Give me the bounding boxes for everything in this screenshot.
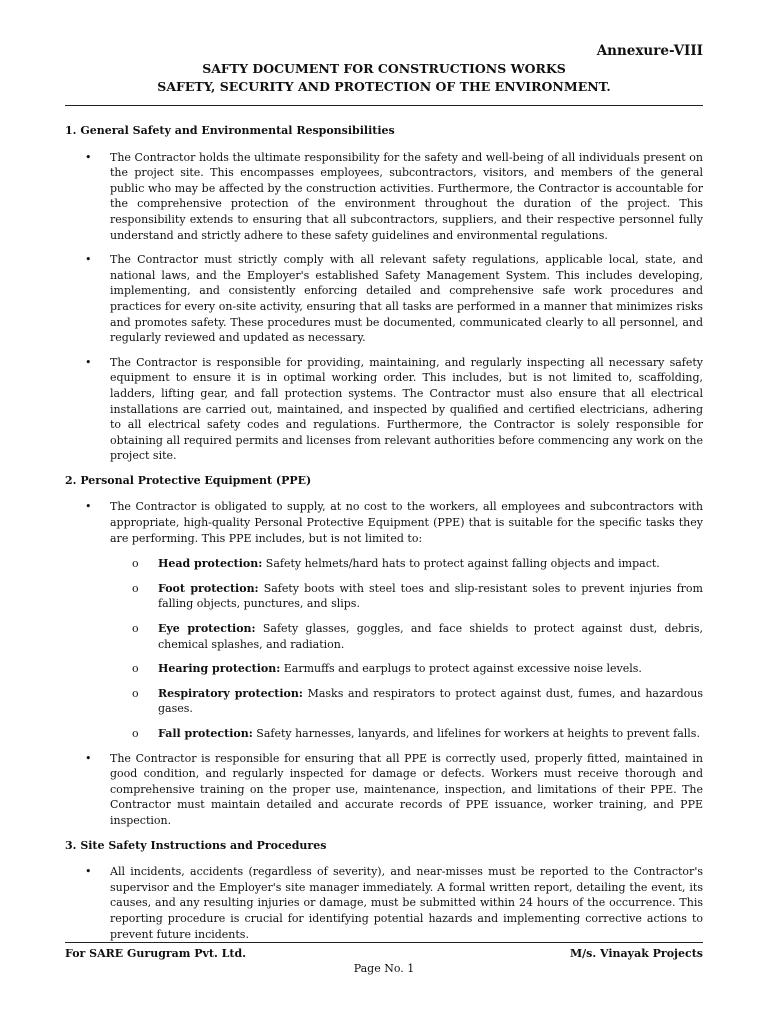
sub-bullet-mark: o: [132, 581, 139, 595]
footer-company-right: M/s. Vinayak Projects: [569, 947, 703, 960]
bullet-mark: •: [85, 500, 92, 514]
ppe-item-text: Masks and respirators to protect against dust, fumes, and hazardous gases.: [158, 686, 703, 716]
ppe-item-label: Eye protection:: [158, 622, 256, 636]
ppe-item-text: Earmuffs and earplugs to protect against excessive noise levels.: [280, 662, 642, 676]
bullet-text: The Contractor is obligated to supply, at no cost to the workers, all employees and subcontractors with appropriate, high-quality Personal Protective Equipment (PPE) that is suitable for the specific tasks they are performing. This PPE includes, but is not limited to:: [110, 500, 703, 545]
list-item: [65, 751, 703, 829]
sub-bullet-mark: o: [132, 557, 139, 571]
list-item: [65, 864, 703, 942]
bullet-text: The Contractor is responsible for ensuring that all PPE is correctly used, properly fitted, maintained in good condition, and regularly inspected for damage or defects. Workers must receive thorough and comprehensive training on the proper use, maintenance, inspection, and limitations of their PPE. The Contractor must maintain detailed and accurate records of PPE issuance, worker training, and PPE inspection.: [110, 751, 703, 827]
document-title: [65, 60, 703, 96]
footer-company-left: For SARE Gurugram Pvt. Ltd.: [65, 947, 247, 960]
list-item: [65, 499, 703, 741]
sub-bullet-mark: o: [132, 727, 139, 740]
ppe-item-label: Foot protection:: [158, 581, 259, 595]
header-divider: [65, 105, 703, 106]
ppe-item-eye: [110, 621, 703, 652]
section-3-list: [65, 864, 703, 942]
sub-bullet-mark: o: [132, 686, 139, 700]
section-2-list: [65, 499, 703, 828]
ppe-item-foot: [110, 581, 703, 612]
bullet-text: The Contractor is responsible for providing, maintaining, and regularly inspecting all necessary safety equipment to ensure it is in optimal working order. This includes, but is not limited to, scaffolding, ladders, lifting gear, and fall protection systems. The Contractor must also ensure that all electrical installations are carried out, maintained, and inspected by qualified and certified electricians, adhering to all electrical safety codes and regulations. Furthermore, the Contractor is solely responsible for obtaining all required permits and licenses from relevant authorities before commencing any work on the project site.: [110, 355, 703, 463]
bullet-text: The Contractor holds the ultimate responsibility for the safety and well-being of all individuals present on the project site. This encompasses employees, subcontractors, visitors, and members of the general public who may be affected by the construction activities. Furthermore, the Contractor is accountable for the comprehensive protection of the environment throughout the duration of the project. This responsibility extends to ensuring that all subcontractors, suppliers, and their respective personnel fully understand and strictly adhere to these safety guidelines and environmental regulations.: [110, 150, 703, 242]
list-item: [65, 252, 703, 346]
bullet-mark: •: [85, 751, 92, 765]
annexure-label: Annexure-VIII: [596, 43, 703, 59]
bullet-mark: •: [85, 150, 92, 164]
bullet-text: All incidents, accidents (regardless of severity), and near-misses must be reported to the Contractor's supervisor and the Employer's site manager immediately. A formal written report, detailing the event, its causes, and any resulting injuries or damage, must be submitted within 24 hours of the occurrence. This reporting procedure is crucial for identifying potential hazards and implementing corrective actions to prevent future incidents.: [110, 865, 703, 941]
document-body: [65, 123, 703, 951]
ppe-item-text: Safety helmets/hard hats to protect against falling objects and impact.: [262, 557, 660, 571]
title-line-2: SAFETY, SECURITY AND PROTECTION OF THE ENVIRONMENT.: [157, 79, 611, 94]
ppe-item-head: [110, 556, 703, 572]
ppe-item-label: Head protection:: [158, 557, 263, 571]
section-1-list: [65, 150, 703, 464]
bullet-mark: •: [85, 355, 92, 369]
ppe-item-label: Respiratory protection:: [158, 686, 303, 700]
ppe-item-label: Hearing protection:: [158, 662, 281, 676]
page-number: Page No. 1: [353, 962, 415, 975]
sub-bullet-mark: o: [132, 662, 139, 676]
section-heading-site-safety: 3. Site Safety Instructions and Procedures: [65, 838, 327, 852]
ppe-item-text: Safety glasses, goggles, and face shields to protect against dust, debris, chemical splashes, and radiation.: [158, 622, 703, 651]
bullet-mark: •: [85, 253, 92, 267]
sub-bullet-mark: o: [132, 622, 139, 636]
ppe-item-label: Fall protection:: [158, 727, 253, 740]
ppe-item-text: Safety harnesses, lanyards, and lifelines for workers at heights to prevent falls.: [252, 727, 700, 740]
ppe-sublist: [110, 556, 703, 741]
bullet-text: The Contractor must strictly comply with all relevant safety regulations, applicable local, state, and national laws, and the Employer's established Safety Management System. This includes developing, implementing, and consistently enforcing detailed and comprehensive safe work procedures and practices for every on-site activity, ensuring that all tasks are performed in a manner that minimizes risks and promotes safety. These procedures must be documented, communicated clearly to all personnel, and regularly reviewed and updated as necessary.: [110, 253, 703, 345]
footer-divider: [65, 942, 703, 943]
list-item: [65, 355, 703, 464]
title-line-1: SAFTY DOCUMENT FOR CONSTRUCTIONS WORKS: [202, 61, 566, 76]
ppe-item-text: Safety boots with steel toes and slip-resistant soles to prevent injuries from falling objects, punctures, and slips.: [158, 581, 703, 611]
ppe-item-respiratory: [110, 686, 703, 717]
ppe-item-hearing: [110, 661, 703, 677]
list-item: [65, 150, 703, 244]
bullet-mark: •: [85, 865, 92, 879]
section-heading-general-safety: 1. General Safety and Environmental Responsibilities: [65, 124, 395, 137]
section-heading-ppe: 2. Personal Protective Equipment (PPE): [65, 473, 312, 487]
ppe-item-fall: [110, 726, 703, 742]
